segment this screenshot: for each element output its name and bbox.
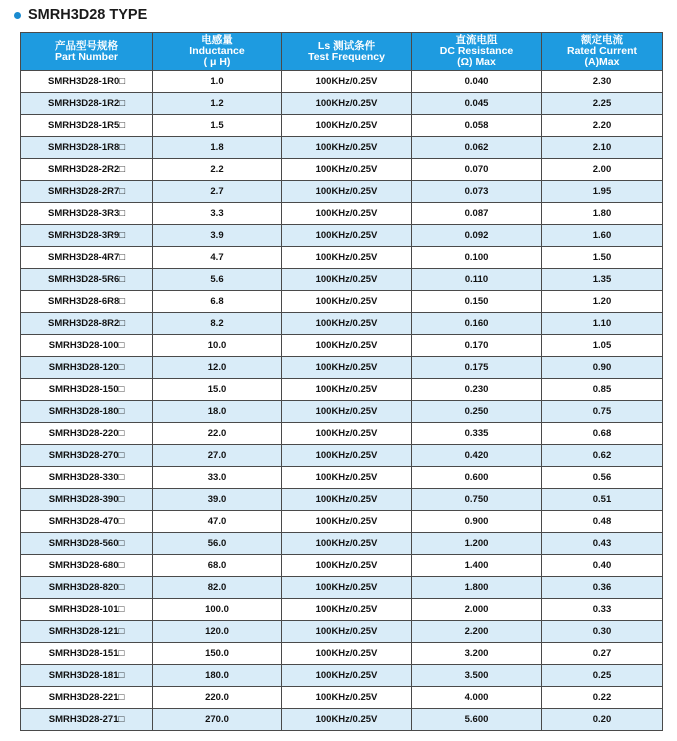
cell-test-frequency: 100KHz/0.25V (282, 71, 412, 93)
cell-part-number: SMRH3D28-330□ (21, 467, 153, 489)
cell-dc-resistance: 4.000 (412, 687, 542, 709)
cell-rated-current: 1.20 (542, 291, 663, 313)
cell-test-frequency: 100KHz/0.25V (282, 137, 412, 159)
cell-dc-resistance: 0.250 (412, 401, 542, 423)
cell-rated-current: 0.20 (542, 709, 663, 731)
table-row (21, 71, 663, 93)
cell-rated-current: 2.00 (542, 159, 663, 181)
cell-test-frequency: 100KHz/0.25V (282, 577, 412, 599)
cell-rated-current: 1.10 (542, 313, 663, 335)
table-row (21, 357, 663, 379)
cell-part-number: SMRH3D28-150□ (21, 379, 153, 401)
cell-part-number: SMRH3D28-3R3□ (21, 203, 153, 225)
header-label-cn: 电感量 (201, 34, 233, 46)
cell-test-frequency: 100KHz/0.25V (282, 687, 412, 709)
cell-test-frequency: 100KHz/0.25V (282, 159, 412, 181)
table-row (21, 401, 663, 423)
header-label-cn: 额定电流 (581, 34, 623, 46)
cell-rated-current: 0.48 (542, 511, 663, 533)
table-row (21, 159, 663, 181)
table-row (21, 269, 663, 291)
cell-inductance: 10.0 (153, 335, 282, 357)
cell-inductance: 100.0 (153, 599, 282, 621)
table-row (21, 709, 663, 731)
cell-part-number: SMRH3D28-5R6□ (21, 269, 153, 291)
table-row (21, 533, 663, 555)
header-label-cn: Ls 测试条件 (317, 39, 376, 52)
cell-inductance: 12.0 (153, 357, 282, 379)
cell-test-frequency: 100KHz/0.25V (282, 555, 412, 577)
cell-test-frequency: 100KHz/0.25V (282, 533, 412, 555)
cell-test-frequency: 100KHz/0.25V (282, 335, 412, 357)
cell-dc-resistance: 0.100 (412, 247, 542, 269)
cell-rated-current: 0.56 (542, 467, 663, 489)
cell-dc-resistance: 0.420 (412, 445, 542, 467)
cell-test-frequency: 100KHz/0.25V (282, 709, 412, 731)
cell-rated-current: 1.35 (542, 269, 663, 291)
cell-rated-current: 0.43 (542, 533, 663, 555)
cell-inductance: 4.7 (153, 247, 282, 269)
cell-rated-current: 0.68 (542, 423, 663, 445)
cell-rated-current: 0.33 (542, 599, 663, 621)
cell-test-frequency: 100KHz/0.25V (282, 401, 412, 423)
table-row (21, 445, 663, 467)
cell-part-number: SMRH3D28-560□ (21, 533, 153, 555)
cell-test-frequency: 100KHz/0.25V (282, 247, 412, 269)
cell-inductance: 68.0 (153, 555, 282, 577)
cell-dc-resistance: 0.092 (412, 225, 542, 247)
cell-part-number: SMRH3D28-820□ (21, 577, 153, 599)
cell-rated-current: 1.05 (542, 335, 663, 357)
cell-dc-resistance: 0.110 (412, 269, 542, 291)
cell-test-frequency: 100KHz/0.25V (282, 621, 412, 643)
cell-dc-resistance: 1.400 (412, 555, 542, 577)
cell-test-frequency: 100KHz/0.25V (282, 313, 412, 335)
cell-rated-current: 2.10 (542, 137, 663, 159)
cell-test-frequency: 100KHz/0.25V (282, 269, 412, 291)
cell-inductance: 6.8 (153, 291, 282, 313)
cell-rated-current: 0.85 (542, 379, 663, 401)
cell-rated-current: 1.80 (542, 203, 663, 225)
cell-rated-current: 0.62 (542, 445, 663, 467)
table-row (21, 137, 663, 159)
cell-inductance: 18.0 (153, 401, 282, 423)
cell-part-number: SMRH3D28-2R7□ (21, 181, 153, 203)
header-inductance (153, 33, 282, 71)
cell-inductance: 1.2 (153, 93, 282, 115)
spec-table (20, 32, 663, 731)
table-row (21, 489, 663, 511)
cell-part-number: SMRH3D28-151□ (21, 643, 153, 665)
cell-part-number: SMRH3D28-101□ (21, 599, 153, 621)
cell-dc-resistance: 0.150 (412, 291, 542, 313)
cell-test-frequency: 100KHz/0.25V (282, 115, 412, 137)
cell-part-number: SMRH3D28-1R2□ (21, 93, 153, 115)
cell-rated-current: 1.50 (542, 247, 663, 269)
cell-inductance: 8.2 (153, 313, 282, 335)
cell-test-frequency: 100KHz/0.25V (282, 489, 412, 511)
cell-inductance: 47.0 (153, 511, 282, 533)
cell-inductance: 3.3 (153, 203, 282, 225)
header-label-cn: 直流电阻 (455, 34, 498, 46)
header-dc-resistance (412, 33, 542, 71)
cell-rated-current: 0.25 (542, 665, 663, 687)
cell-test-frequency: 100KHz/0.25V (282, 599, 412, 621)
cell-inductance: 82.0 (153, 577, 282, 599)
cell-inductance: 3.9 (153, 225, 282, 247)
header-test-frequency (282, 33, 412, 71)
cell-test-frequency: 100KHz/0.25V (282, 225, 412, 247)
cell-part-number: SMRH3D28-221□ (21, 687, 153, 709)
cell-inductance: 27.0 (153, 445, 282, 467)
cell-dc-resistance: 0.170 (412, 335, 542, 357)
cell-test-frequency: 100KHz/0.25V (282, 643, 412, 665)
cell-dc-resistance: 3.500 (412, 665, 542, 687)
cell-rated-current: 0.51 (542, 489, 663, 511)
header-row (21, 33, 663, 71)
cell-part-number: SMRH3D28-6R8□ (21, 291, 153, 313)
table-row (21, 643, 663, 665)
cell-dc-resistance: 0.073 (412, 181, 542, 203)
table-row (21, 577, 663, 599)
cell-part-number: SMRH3D28-470□ (21, 511, 153, 533)
cell-dc-resistance: 0.058 (412, 115, 542, 137)
table-row (21, 511, 663, 533)
section-title (14, 5, 147, 25)
table-row (21, 621, 663, 643)
header-label-en: Inductance (189, 45, 245, 57)
cell-rated-current: 0.40 (542, 555, 663, 577)
cell-test-frequency: 100KHz/0.25V (282, 357, 412, 379)
bullet-icon (14, 12, 21, 19)
cell-dc-resistance: 0.600 (412, 467, 542, 489)
cell-inductance: 56.0 (153, 533, 282, 555)
cell-inductance: 2.2 (153, 159, 282, 181)
cell-rated-current: 0.36 (542, 577, 663, 599)
cell-rated-current: 2.20 (542, 115, 663, 137)
cell-inductance: 150.0 (153, 643, 282, 665)
table-body (21, 71, 663, 731)
header-label-unit: (A)Max (584, 56, 620, 68)
cell-dc-resistance: 5.600 (412, 709, 542, 731)
cell-part-number: SMRH3D28-181□ (21, 665, 153, 687)
cell-test-frequency: 100KHz/0.25V (282, 511, 412, 533)
cell-part-number: SMRH3D28-1R8□ (21, 137, 153, 159)
table-row (21, 313, 663, 335)
header-label-en: Part Number (54, 50, 118, 63)
cell-rated-current: 1.95 (542, 181, 663, 203)
cell-test-frequency: 100KHz/0.25V (282, 379, 412, 401)
cell-part-number: SMRH3D28-4R7□ (21, 247, 153, 269)
cell-inductance: 15.0 (153, 379, 282, 401)
cell-inductance: 2.7 (153, 181, 282, 203)
cell-test-frequency: 100KHz/0.25V (282, 93, 412, 115)
cell-rated-current: 1.60 (542, 225, 663, 247)
cell-rated-current: 0.75 (542, 401, 663, 423)
table-row (21, 599, 663, 621)
cell-dc-resistance: 2.200 (412, 621, 542, 643)
cell-inductance: 33.0 (153, 467, 282, 489)
cell-dc-resistance: 0.750 (412, 489, 542, 511)
cell-part-number: SMRH3D28-120□ (21, 357, 153, 379)
cell-part-number: SMRH3D28-390□ (21, 489, 153, 511)
cell-dc-resistance: 0.335 (412, 423, 542, 445)
table-header (21, 33, 663, 71)
cell-rated-current: 0.22 (542, 687, 663, 709)
cell-test-frequency: 100KHz/0.25V (282, 291, 412, 313)
cell-test-frequency: 100KHz/0.25V (282, 467, 412, 489)
cell-dc-resistance: 0.900 (412, 511, 542, 533)
cell-part-number: SMRH3D28-1R0□ (21, 71, 153, 93)
cell-rated-current: 0.90 (542, 357, 663, 379)
cell-test-frequency: 100KHz/0.25V (282, 203, 412, 225)
table-row (21, 247, 663, 269)
cell-inductance: 1.8 (153, 137, 282, 159)
table-row (21, 93, 663, 115)
cell-dc-resistance: 0.070 (412, 159, 542, 181)
cell-inductance: 220.0 (153, 687, 282, 709)
header-label-unit: (Ω) Max (457, 56, 496, 68)
cell-inductance: 180.0 (153, 665, 282, 687)
cell-part-number: SMRH3D28-2R2□ (21, 159, 153, 181)
cell-inductance: 120.0 (153, 621, 282, 643)
cell-rated-current: 2.25 (542, 93, 663, 115)
cell-test-frequency: 100KHz/0.25V (282, 423, 412, 445)
cell-rated-current: 0.27 (542, 643, 663, 665)
cell-inductance: 1.0 (153, 71, 282, 93)
cell-part-number: SMRH3D28-3R9□ (21, 225, 153, 247)
table-row (21, 687, 663, 709)
header-label-en: Test Frequency (308, 50, 385, 63)
cell-dc-resistance: 3.200 (412, 643, 542, 665)
table-row (21, 203, 663, 225)
cell-inductance: 39.0 (153, 489, 282, 511)
cell-part-number: SMRH3D28-121□ (21, 621, 153, 643)
cell-dc-resistance: 0.160 (412, 313, 542, 335)
cell-test-frequency: 100KHz/0.25V (282, 445, 412, 467)
header-label-en: DC Resistance (439, 45, 514, 57)
cell-inductance: 1.5 (153, 115, 282, 137)
table-row (21, 423, 663, 445)
table-row (21, 115, 663, 137)
cell-part-number: SMRH3D28-220□ (21, 423, 153, 445)
table-row (21, 291, 663, 313)
cell-part-number: SMRH3D28-270□ (21, 445, 153, 467)
header-label-unit: ( μ H) (203, 56, 231, 68)
cell-inductance: 5.6 (153, 269, 282, 291)
cell-part-number: SMRH3D28-1R5□ (21, 115, 153, 137)
table-row (21, 181, 663, 203)
header-rated-current (542, 33, 663, 71)
cell-inductance: 270.0 (153, 709, 282, 731)
cell-part-number: SMRH3D28-100□ (21, 335, 153, 357)
header-label-en: Rated Current (566, 45, 637, 57)
cell-part-number: SMRH3D28-271□ (21, 709, 153, 731)
cell-dc-resistance: 0.062 (412, 137, 542, 159)
table-row (21, 225, 663, 247)
cell-part-number: SMRH3D28-8R2□ (21, 313, 153, 335)
cell-dc-resistance: 1.800 (412, 577, 542, 599)
table-row (21, 665, 663, 687)
cell-dc-resistance: 1.200 (412, 533, 542, 555)
header-label-cn: 产品型号规格 (55, 39, 118, 52)
cell-rated-current: 0.30 (542, 621, 663, 643)
cell-rated-current: 2.30 (542, 71, 663, 93)
table-row (21, 467, 663, 489)
table-row (21, 335, 663, 357)
cell-dc-resistance: 0.045 (412, 93, 542, 115)
table-row (21, 555, 663, 577)
header-part-number (21, 33, 153, 71)
cell-part-number: SMRH3D28-680□ (21, 555, 153, 577)
cell-test-frequency: 100KHz/0.25V (282, 181, 412, 203)
section-title-text: SMRH3D28 TYPE (28, 7, 148, 23)
cell-part-number: SMRH3D28-180□ (21, 401, 153, 423)
cell-inductance: 22.0 (153, 423, 282, 445)
table-row (21, 379, 663, 401)
cell-dc-resistance: 0.087 (412, 203, 542, 225)
cell-test-frequency: 100KHz/0.25V (282, 665, 412, 687)
cell-dc-resistance: 0.230 (412, 379, 542, 401)
cell-dc-resistance: 2.000 (412, 599, 542, 621)
cell-dc-resistance: 0.175 (412, 357, 542, 379)
cell-dc-resistance: 0.040 (412, 71, 542, 93)
